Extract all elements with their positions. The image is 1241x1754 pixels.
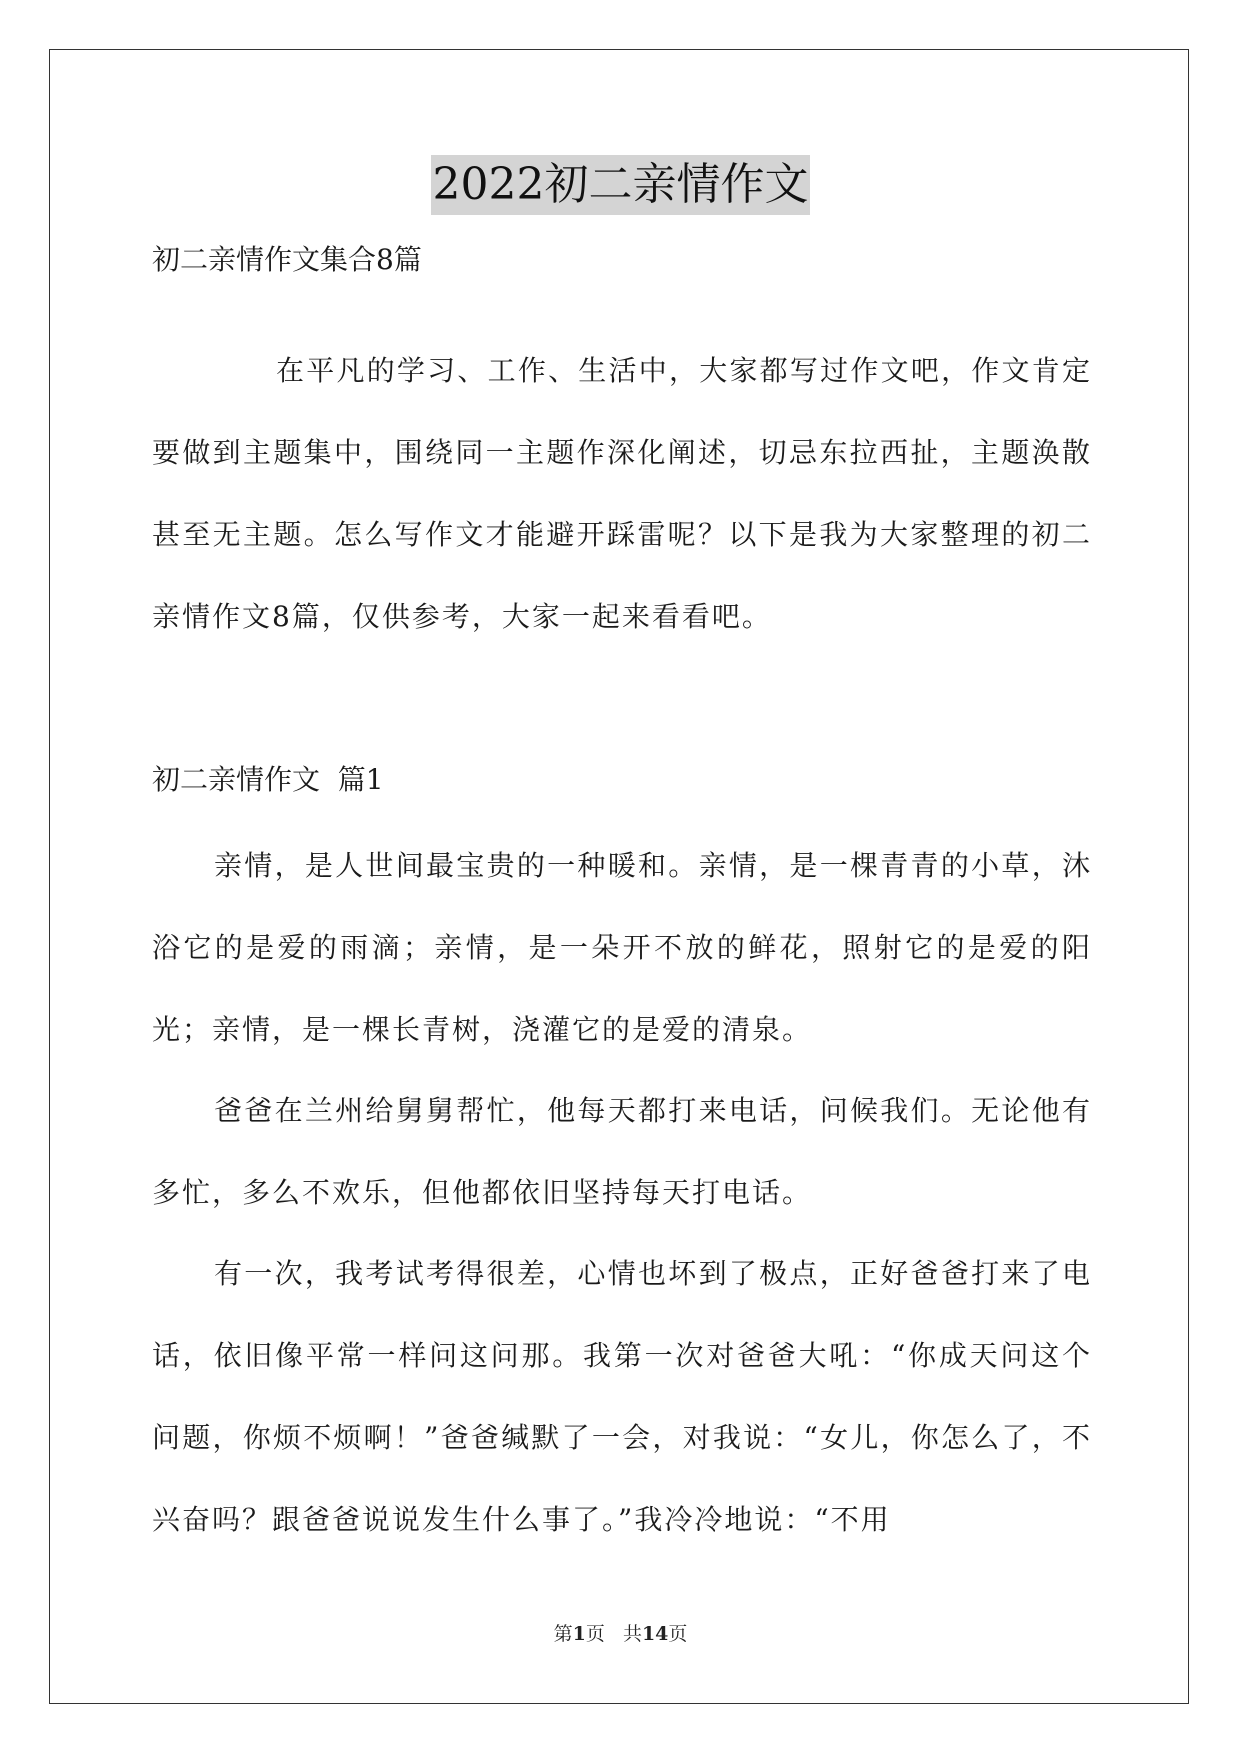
footer-suffix: 页: [668, 1623, 688, 1645]
body-paragraph: 亲情，是人世间最宝贵的一种暖和。亲情，是一棵青青的小草，沐浴它的是爱的雨滴；亲情，是一朵开不放的鲜花，照射它的是爱的阳光；亲情，是一棵长青树，浇灌它的是爱的清泉。: [152, 849, 1092, 1046]
title-container: [0, 155, 1241, 215]
page-footer: [0, 1620, 1241, 1648]
body-paragraph: 爸爸在兰州给舅舅帮忙，他每天都打来电话，问候我们。无论他有多忙，多么不欢乐，但他都依旧坚持每天打电话。: [152, 1094, 1092, 1209]
footer-page-number: 1: [572, 1623, 586, 1645]
section-heading: 初二亲情作文 篇1: [152, 763, 384, 796]
body-paragraph: 有一次，我考试考得很差，心情也坏到了极点，正好爸爸打来了电话，依旧像平常一样问这问那。我第一次对爸爸大吼：“你成天问这个问题，你烦不烦啊！”爸爸缄默了一会，对我说：“女儿，你怎么了，不兴奋吗？跟爸爸说说发生什么事了。”我冷冷地说：“不用: [152, 1257, 1092, 1536]
intro-paragraph: 在平凡的学习、工作、生活中，大家都写过作文吧，作文肯定要做到主题集中，围绕同一主题作深化阐述，切忌东拉西扯，主题涣散甚至无主题。怎么写作文才能避开踩雷呢？以下是我为大家整理的初二亲情作文8篇，仅供参考，大家一起来看看吧。: [152, 354, 1092, 633]
footer-total-pages: 14: [641, 1623, 669, 1645]
document-subtitle: 初二亲情作文集合8篇: [152, 243, 422, 276]
footer-prefix: 第: [553, 1623, 573, 1645]
footer-middle: 页 共: [585, 1623, 642, 1645]
document-title: 2022初二亲情作文: [431, 155, 811, 215]
